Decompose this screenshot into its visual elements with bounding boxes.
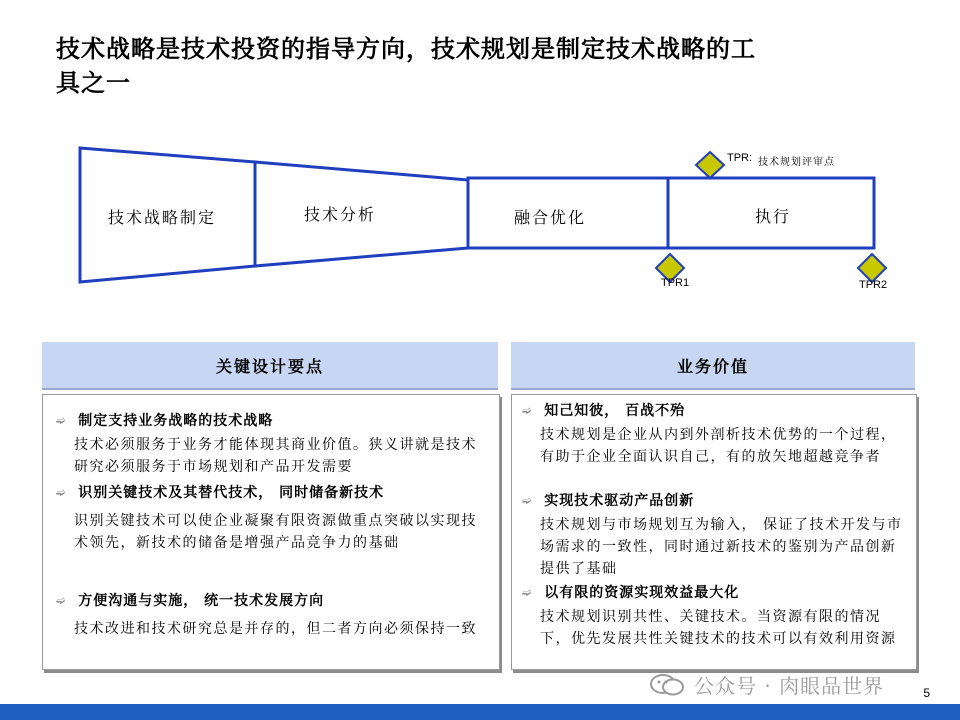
left-item-2-body: 识别关键技术可以使企业凝聚有限资源做重点突破以实现技术领先，新技术的储备是增强产品竞争力的基础 (74, 513, 477, 551)
stage-fusion-label: 融合优化 (514, 208, 587, 227)
bullet-arrow-icon: ➫ (56, 485, 67, 499)
left-panel-header: 关键设计要点 (42, 342, 498, 390)
left-item-1-body: 技术必须服务于业务才能体现其商业价值。狭义讲就是技术研究必须服务于市场规划和产品开发需要 (74, 437, 477, 475)
tpr2-marker (858, 254, 886, 282)
bullet-arrow-icon: ➫ (56, 593, 67, 607)
tpr-top-note: 技术规划评审点 (758, 157, 835, 168)
right-item-3 (522, 582, 906, 650)
watermark (650, 670, 884, 699)
bullet-arrow-icon: ➫ (522, 403, 533, 417)
left-item-1 (56, 410, 486, 478)
page-title: 技术战略是技术投资的指导方向，技术规划是制定技术战略的工具之一 (56, 35, 756, 97)
left-item-2 (56, 482, 486, 554)
stage-strategy-label: 技术战略制定 (108, 208, 217, 227)
right-item-1-heading: 知己知彼， 百战不殆 (544, 403, 686, 419)
bullet-arrow-icon: ➫ (56, 413, 67, 427)
bullet-arrow-icon: ➫ (522, 493, 533, 507)
left-item-2-heading: 识别关键技术及其替代技术， 同时储备新技术 (78, 485, 385, 501)
tpr-top-label: TPR: (727, 152, 753, 164)
left-item-3-heading: 方便沟通与实施， 统一技术发展方向 (78, 593, 325, 609)
right-item-2-heading: 实现技术驱动产品创新 (544, 493, 695, 509)
footer-bar (0, 704, 960, 720)
right-item-1-body: 技术规划是企业从内到外剖析技术优势的一个过程，有助于企业全面认识自己，有的放矢地超越竞争者 (540, 427, 897, 465)
wechat-icon (650, 674, 684, 696)
process-diagram (0, 0, 960, 300)
stage-analysis-label: 技术分析 (304, 205, 377, 224)
tpr-top-marker (696, 152, 724, 178)
stage-execute-label: 执行 (755, 207, 792, 226)
bullet-arrow-icon: ➫ (522, 585, 533, 599)
page-number: 5 (923, 686, 930, 700)
left-item-1-heading: 制定支持业务战略的技术战略 (78, 413, 274, 429)
right-item-2-body: 技术规划与市场规划互为输入， 保证了技术开发与市场需求的一致性，同时通过新技术的鉴别为产品创新提供了基础 (540, 517, 903, 577)
right-item-3-body: 技术规划识别共性、关键技术。当资源有限的情况下，优先发展共性关键技术的技术可以有效利用资源 (540, 609, 897, 647)
left-item-3 (56, 590, 486, 640)
tpr2-label: TPR2 (859, 279, 888, 291)
right-item-1 (522, 400, 906, 468)
left-item-3-body: 技术改进和技术研究总是并存的，但二者方向必须保持一致 (74, 621, 477, 637)
watermark-text: 公众号 · 肉眼品世界 (694, 674, 885, 698)
tpr1-label: TPR1 (661, 277, 690, 289)
right-panel-header: 业务价值 (511, 342, 915, 390)
right-item-2 (522, 490, 906, 580)
right-item-3-heading: 以有限的资源实现效益最大化 (544, 585, 740, 601)
